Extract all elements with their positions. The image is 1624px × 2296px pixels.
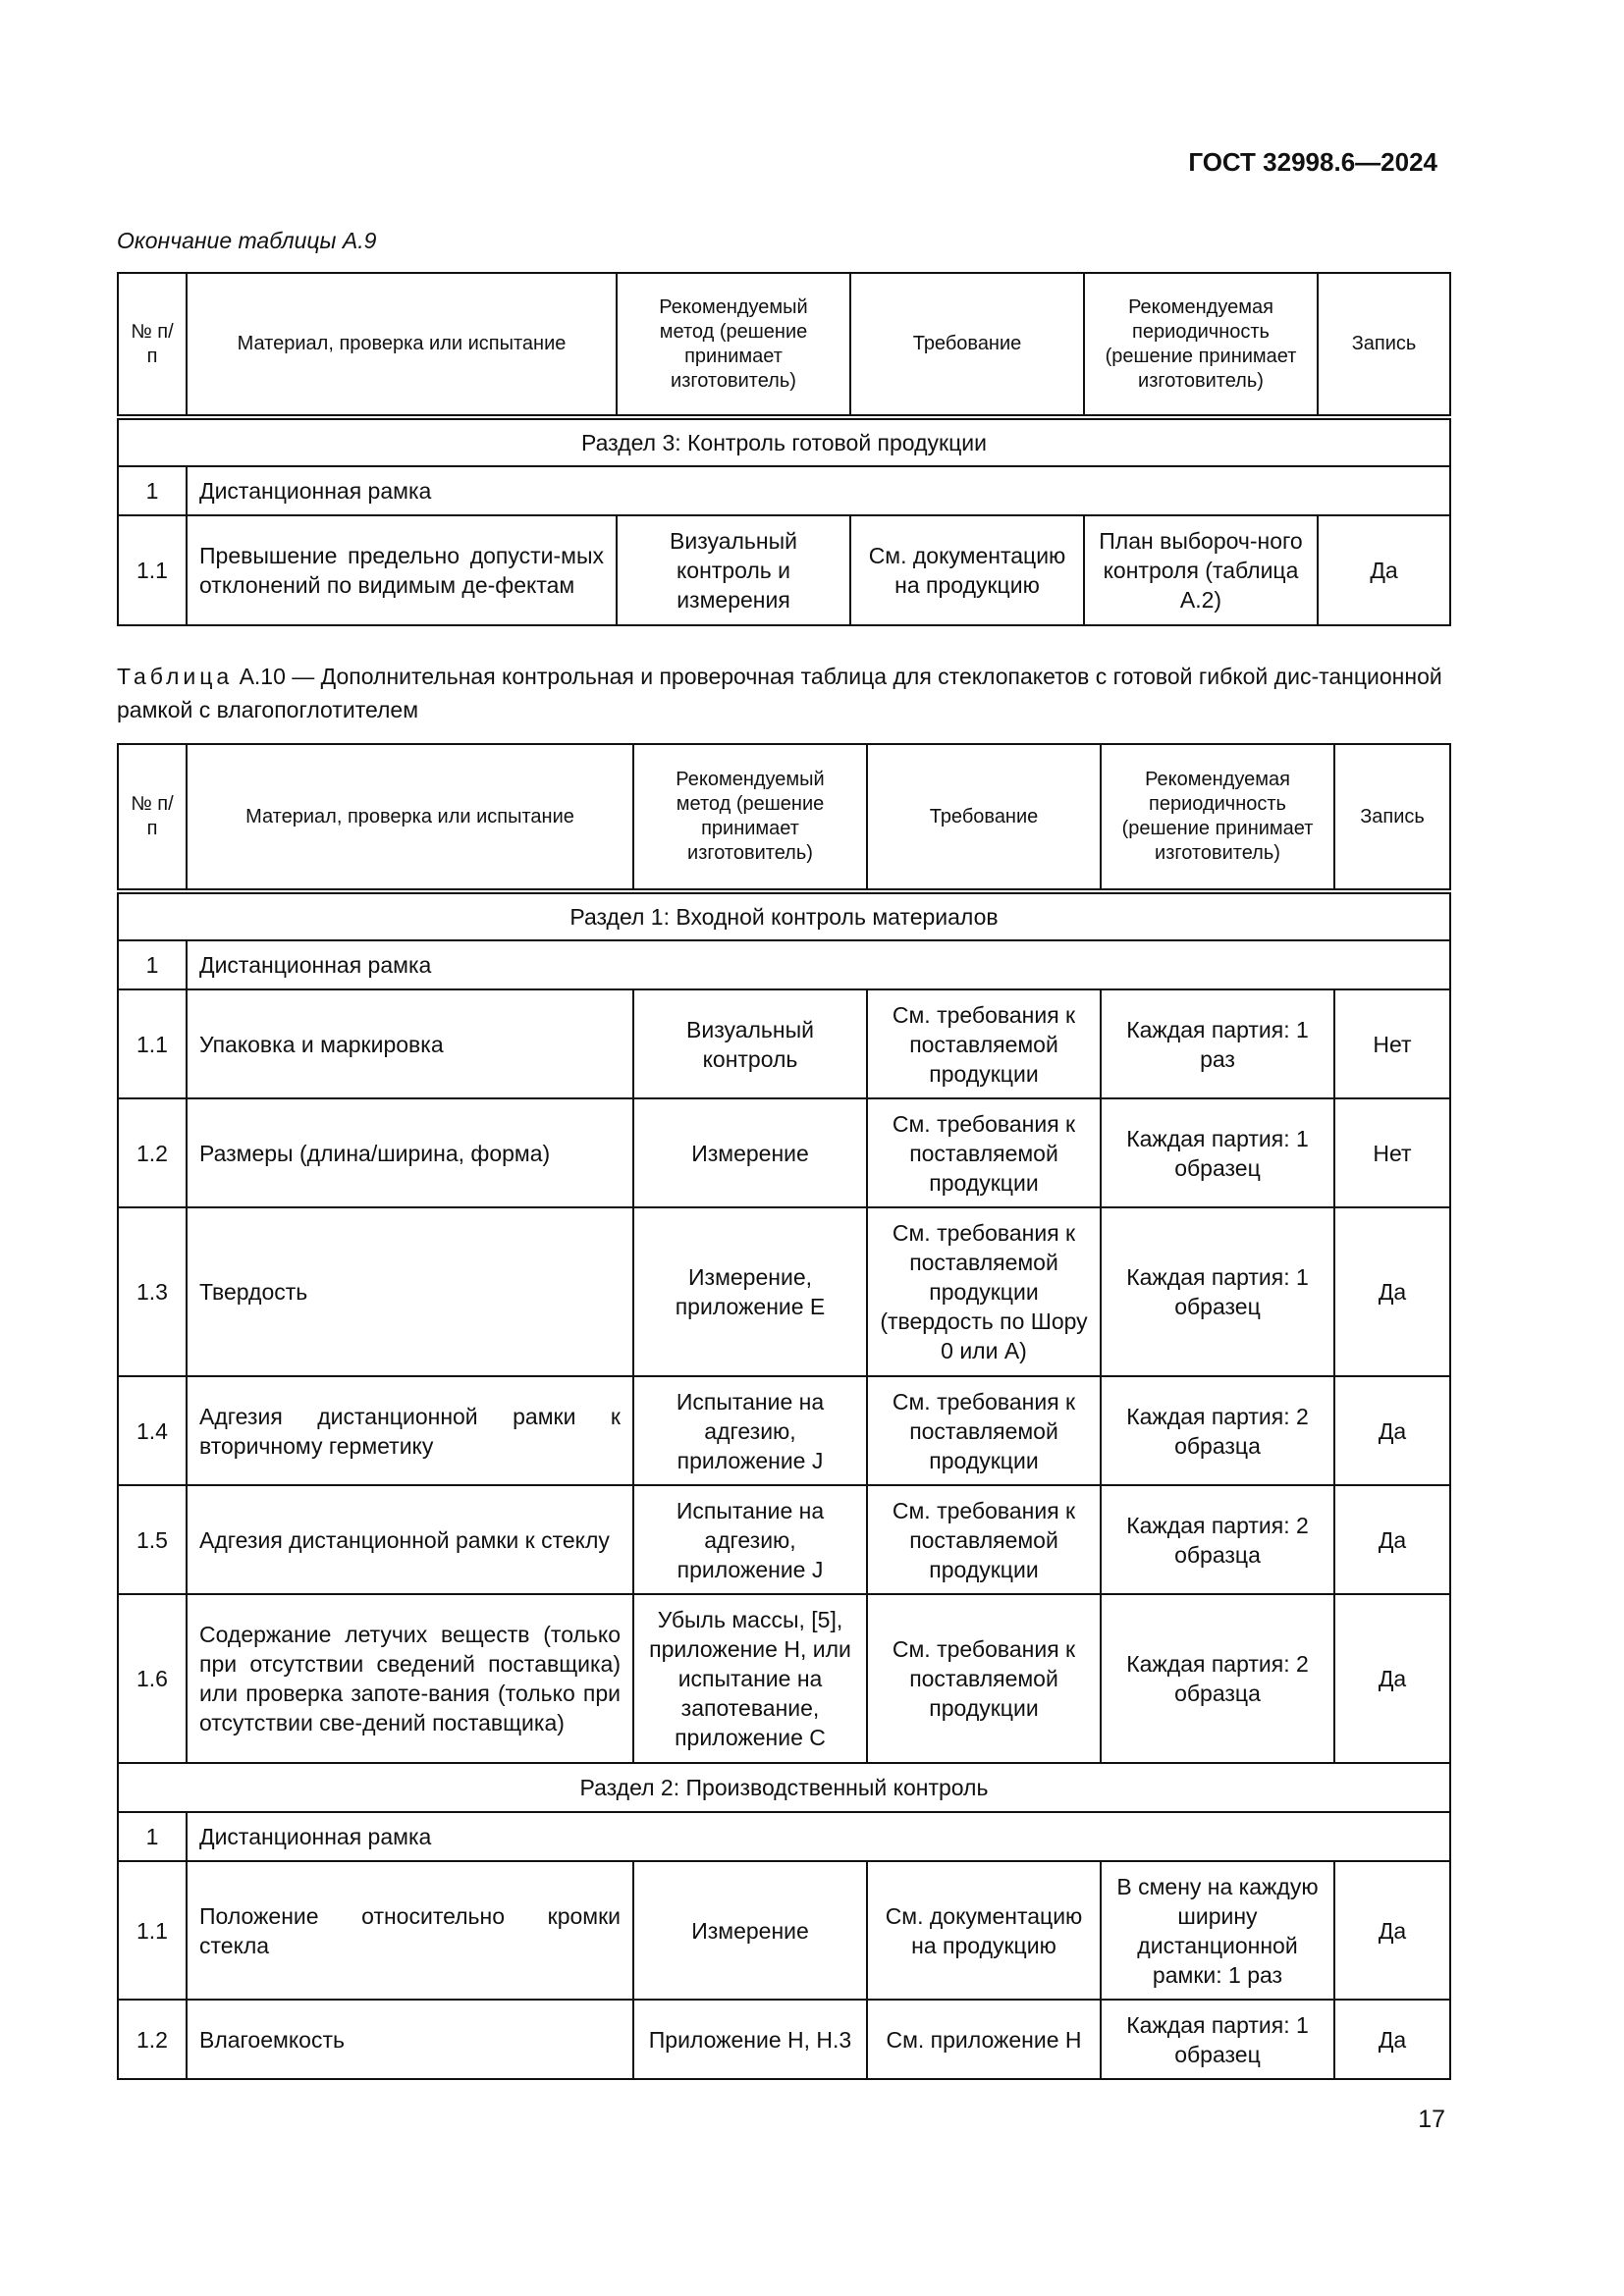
row-number: 1.2 bbox=[118, 1098, 187, 1207]
group-name: Дистанционная рамка bbox=[187, 466, 1450, 515]
record: Да bbox=[1334, 1207, 1450, 1376]
method: Измерение, приложение Е bbox=[633, 1207, 867, 1376]
section-title: Раздел 1: Входной контроль материалов bbox=[118, 891, 1450, 940]
row-number: 1.2 bbox=[118, 2000, 187, 2079]
requirement: См. требования к поставляемой продукции bbox=[867, 1376, 1101, 1485]
requirement: См. требования к поставляемой продукции bbox=[867, 1098, 1101, 1207]
check-name: Положение относительно кромки стекла bbox=[187, 1861, 633, 2000]
record: Да bbox=[1334, 1594, 1450, 1763]
row-number: 1.1 bbox=[118, 989, 187, 1098]
requirement: См. требования к поставляемой продукции bbox=[867, 1594, 1101, 1763]
section-row bbox=[118, 891, 1450, 940]
method: Испытание на адгезию, приложение J bbox=[633, 1376, 867, 1485]
method: Измерение bbox=[633, 1098, 867, 1207]
check-name: Влагоемкость bbox=[187, 2000, 633, 2079]
record: Да bbox=[1334, 2000, 1450, 2079]
table-row bbox=[118, 1861, 1450, 2000]
standard-number: ГОСТ 32998.6—2024 bbox=[1188, 147, 1437, 177]
method: Визуальный контроль bbox=[633, 989, 867, 1098]
column-header: Материал, проверка или испытание bbox=[187, 744, 633, 891]
record: Да bbox=[1334, 1376, 1450, 1485]
group-row bbox=[118, 1812, 1450, 1861]
column-header: Материал, проверка или испытание bbox=[187, 273, 617, 417]
page-number: 17 bbox=[1418, 2106, 1445, 2133]
check-name: Твердость bbox=[187, 1207, 633, 1376]
periodicity: Каждая партия: 2 образца bbox=[1101, 1376, 1334, 1485]
column-header: Требование bbox=[867, 744, 1101, 891]
periodicity: Каждая партия: 1 раз bbox=[1101, 989, 1334, 1098]
method: Измерение bbox=[633, 1861, 867, 2000]
group-row bbox=[118, 940, 1450, 989]
column-header: Запись bbox=[1318, 273, 1450, 417]
column-header: Запись bbox=[1334, 744, 1450, 891]
table-header-row bbox=[118, 273, 1450, 417]
periodicity: В смену на каждую ширину дистанционной рамки: 1 раз bbox=[1101, 1861, 1334, 2000]
section-row bbox=[118, 417, 1450, 466]
table-header-row bbox=[118, 744, 1450, 891]
record: Нет bbox=[1334, 1098, 1450, 1207]
check-name: Адгезия дистанционной рамки к стеклу bbox=[187, 1485, 633, 1594]
table-row bbox=[118, 1594, 1450, 1763]
check-name: Размеры (длина/ширина, форма) bbox=[187, 1098, 633, 1207]
section-row bbox=[118, 1763, 1450, 1812]
check-name: Упаковка и маркировка bbox=[187, 989, 633, 1098]
requirement: См. приложение Н bbox=[867, 2000, 1101, 2079]
column-header: № п/п bbox=[118, 273, 187, 417]
table-row bbox=[118, 2000, 1450, 2079]
column-header: Рекомендуемая периодичность (решение принимает изготовитель) bbox=[1084, 273, 1318, 417]
record: Да bbox=[1318, 515, 1450, 625]
row-number: 1.1 bbox=[118, 1861, 187, 2000]
caption-label: Таблица bbox=[117, 664, 234, 689]
section-title: Раздел 2: Производственный контроль bbox=[118, 1763, 1450, 1812]
check-name: Адгезия дистанционной рамки к вторичному герметику bbox=[187, 1376, 633, 1485]
record: Да bbox=[1334, 1485, 1450, 1594]
column-header: Рекомендуемый метод (решение принимает изготовитель) bbox=[617, 273, 850, 417]
caption-text: А.10 — Дополнительная контрольная и проверочная таблица для стеклопакетов с готовой гибкой дис-танционной рамкой с влагопоглотителем bbox=[117, 664, 1442, 722]
periodicity: Каждая партия: 1 образец bbox=[1101, 1207, 1334, 1376]
periodicity: Каждая партия: 2 образца bbox=[1101, 1485, 1334, 1594]
table-a10 bbox=[117, 743, 1451, 2080]
periodicity: Каждая партия: 1 образец bbox=[1101, 1098, 1334, 1207]
table-row bbox=[118, 1485, 1450, 1594]
table-row bbox=[118, 515, 1450, 625]
table-row bbox=[118, 1098, 1450, 1207]
row-number: 1 bbox=[118, 940, 187, 989]
requirement: См. требования к поставляемой продукции bbox=[867, 989, 1101, 1098]
row-number: 1.4 bbox=[118, 1376, 187, 1485]
method: Приложение Н, Н.3 bbox=[633, 2000, 867, 2079]
section-title: Раздел 3: Контроль готовой продукции bbox=[118, 417, 1450, 466]
record: Нет bbox=[1334, 989, 1450, 1098]
group-name: Дистанционная рамка bbox=[187, 940, 1450, 989]
check-name: Содержание летучих веществ (только при отсутствии сведений поставщика) или проверка запоте-вания (только при отсутствии све-дений поставщика) bbox=[187, 1594, 633, 1763]
group-name: Дистанционная рамка bbox=[187, 1812, 1450, 1861]
row-number: 1.1 bbox=[118, 515, 187, 625]
column-header: № п/п bbox=[118, 744, 187, 891]
table-a9 bbox=[117, 272, 1451, 626]
record: Да bbox=[1334, 1861, 1450, 2000]
periodicity: Каждая партия: 2 образца bbox=[1101, 1594, 1334, 1763]
row-number: 1.6 bbox=[118, 1594, 187, 1763]
check-name: Превышение предельно допусти-мых отклонений по видимым де-фектам bbox=[187, 515, 617, 625]
row-number: 1.3 bbox=[118, 1207, 187, 1376]
method: Убыль массы, [5], приложение Н, или испытание на запотевание, приложение С bbox=[633, 1594, 867, 1763]
method: Визуальный контроль и измерения bbox=[617, 515, 850, 625]
column-header: Рекомендуемый метод (решение принимает изготовитель) bbox=[633, 744, 867, 891]
table-caption bbox=[117, 660, 1449, 726]
group-row bbox=[118, 466, 1450, 515]
requirement: См. требования к поставляемой продукции bbox=[867, 1485, 1101, 1594]
periodicity: Каждая партия: 1 образец bbox=[1101, 2000, 1334, 2079]
row-number: 1 bbox=[118, 466, 187, 515]
table-continuation-title: Окончание таблицы А.9 bbox=[117, 228, 377, 253]
table-row bbox=[118, 1207, 1450, 1376]
requirement: См. документацию на продукцию bbox=[850, 515, 1084, 625]
column-header: Рекомендуемая периодичность (решение принимает изготовитель) bbox=[1101, 744, 1334, 891]
table-row bbox=[118, 1376, 1450, 1485]
column-header: Требование bbox=[850, 273, 1084, 417]
periodicity: План выбороч-ного контроля (таблица А.2) bbox=[1084, 515, 1318, 625]
method: Испытание на адгезию, приложение J bbox=[633, 1485, 867, 1594]
requirement: См. требования к поставляемой продукции (твердость по Шору 0 или А) bbox=[867, 1207, 1101, 1376]
row-number: 1 bbox=[118, 1812, 187, 1861]
row-number: 1.5 bbox=[118, 1485, 187, 1594]
requirement: См. документацию на продукцию bbox=[867, 1861, 1101, 2000]
table-row bbox=[118, 989, 1450, 1098]
